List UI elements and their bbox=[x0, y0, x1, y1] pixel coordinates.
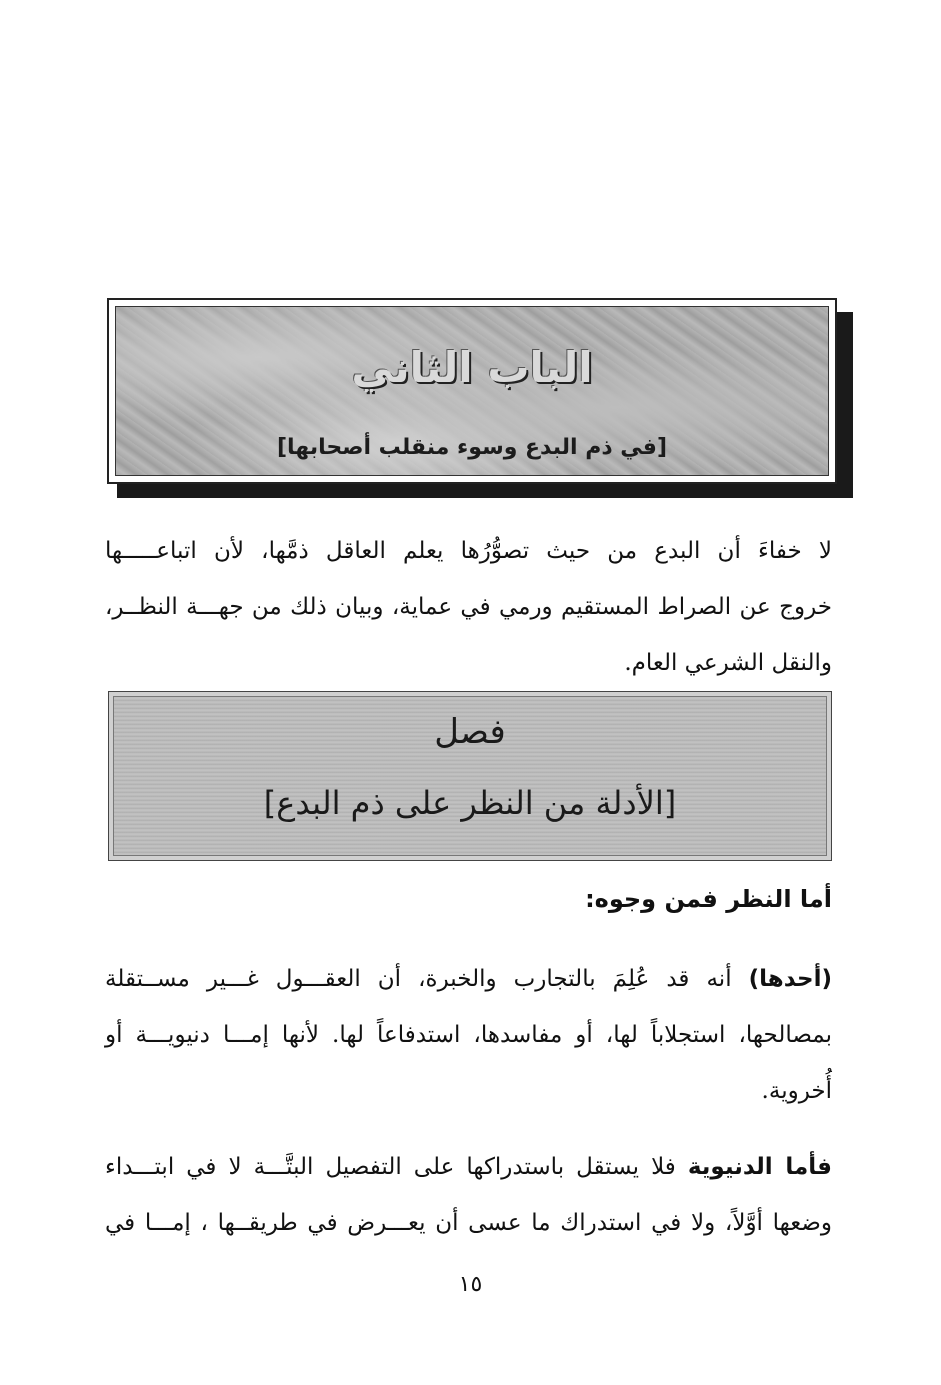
section-subtitle: [الأدلة من النظر على ذم البدع] bbox=[263, 784, 677, 822]
section-banner bbox=[108, 691, 832, 861]
intro-line-2: خروج عن الصراط المستقيم ورمي في عماية، وبيان ذلك من جهـــة النظــر، bbox=[105, 594, 832, 620]
page-number: ١٥ bbox=[458, 1272, 483, 1297]
chapter-banner bbox=[107, 298, 837, 484]
para1-lead: (أحدها) bbox=[748, 966, 832, 992]
para2-line-2: وضعها أوَّلاً، ولا في استدراك ما عسى أن يعـــرض في طريقــها ، إمـــا في bbox=[105, 1210, 832, 1236]
para2-lead: فأما الدنيوية bbox=[687, 1154, 832, 1180]
para2-line-1-text: فلا يستقل باستدراكها على التفصيل البتَّـــة لا في ابتـــداء bbox=[105, 1154, 688, 1180]
para1-line-2: بمصالحها، استجلاباً لها، أو مفاسدها، استدفاعاً لها. لأنها إمـــا دنيويـــة أو bbox=[105, 1022, 832, 1048]
intro-line-3: والنقل الشرعي العام. bbox=[624, 650, 832, 676]
para1-line-3: أُخروية. bbox=[761, 1078, 832, 1104]
chapter-banner-inner bbox=[115, 306, 829, 476]
section-title: فصل bbox=[434, 712, 506, 752]
chapter-title: الباب الثاني bbox=[351, 343, 593, 392]
para2-line-1 bbox=[105, 1150, 832, 1184]
section-heading: أما النظر فمن وجوه: bbox=[585, 885, 832, 913]
para1-line-1-text: أنه قد عُلِمَ بالتجارب والخبرة، أن العقـــول غـــير مســتقلة bbox=[105, 966, 749, 992]
intro-line-1: لا خفاءَ أن البدع من حيث تصوُّرُها يعلم العاقل ذمَّها، لأن اتباعـــــها bbox=[105, 538, 832, 564]
para1-line-1 bbox=[105, 962, 832, 996]
chapter-subtitle: [في ذم البدع وسوء منقلب أصحابها] bbox=[276, 435, 668, 460]
